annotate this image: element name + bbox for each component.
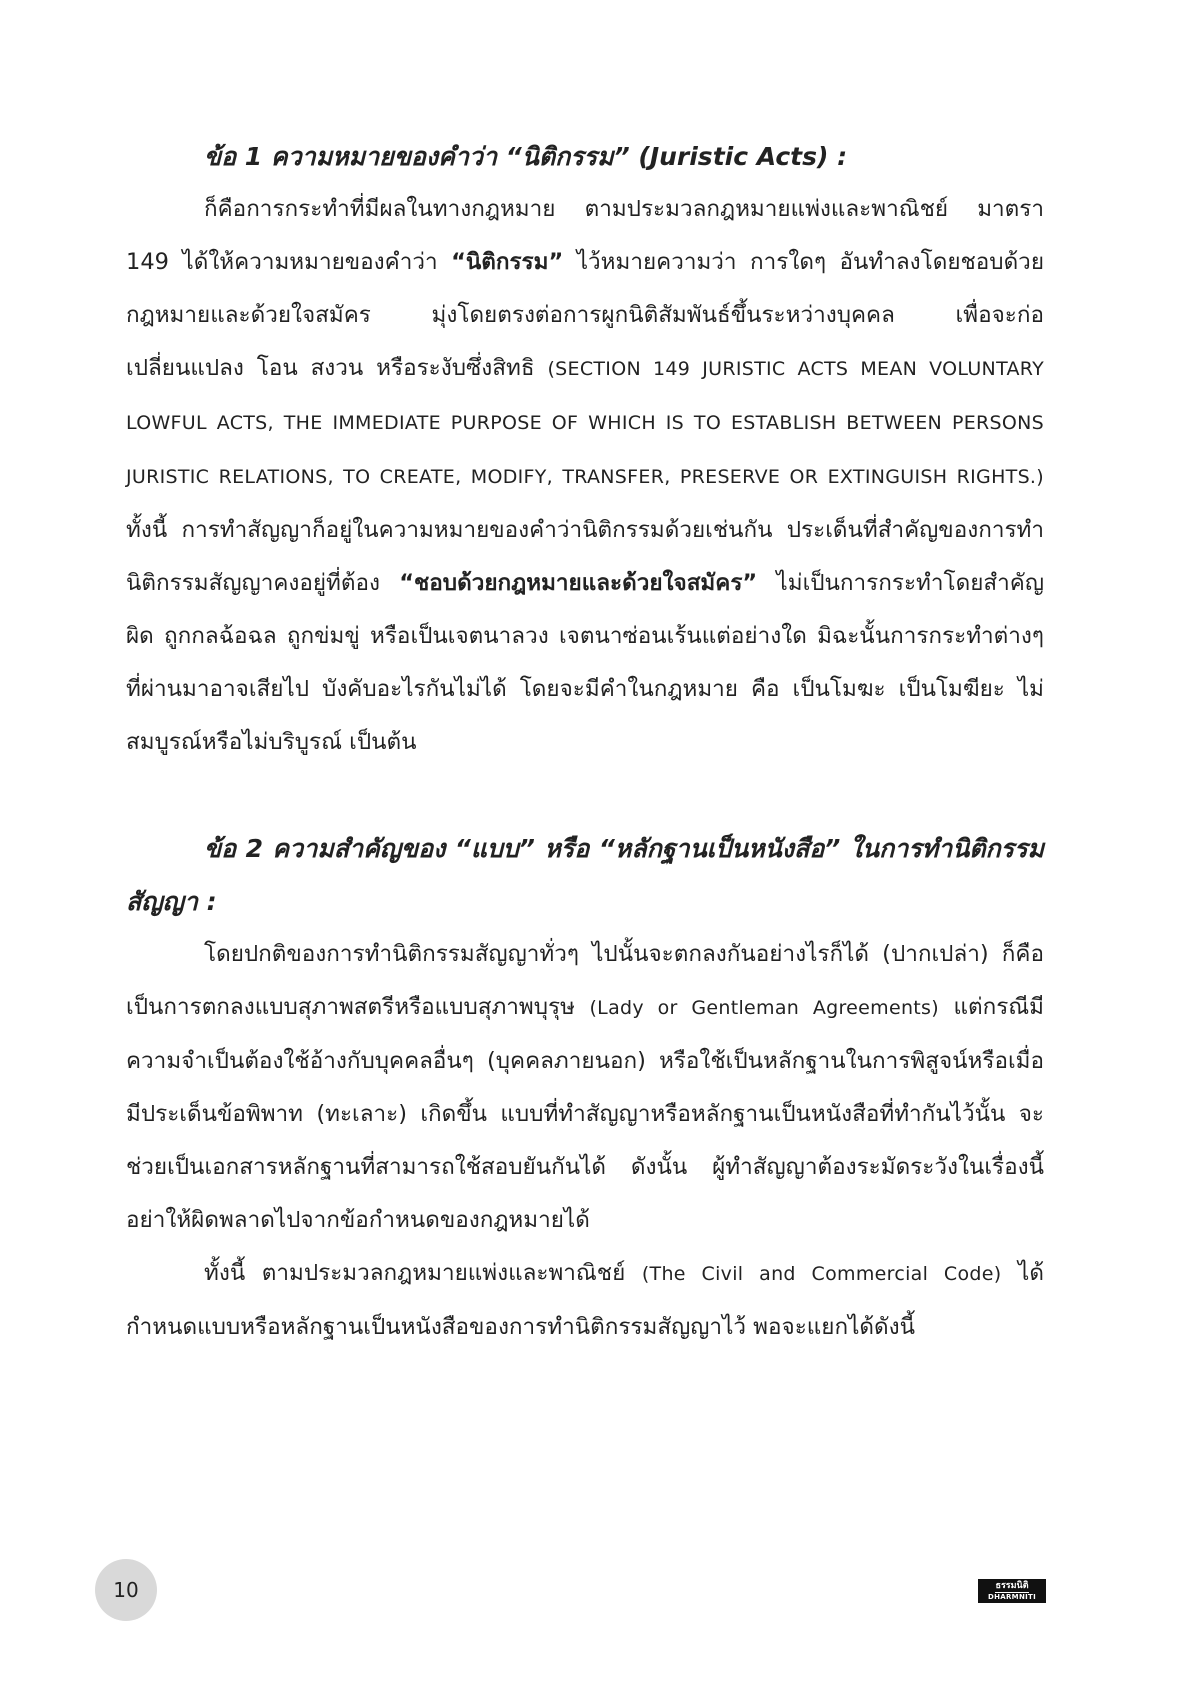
section-149-english-quote: (SECTION 149 JURISTIC ACTS MEAN VOLUNTARY LOWFUL ACTS, THE IMMEDIATE PURPOSE OF WHICH IS TO ESTABLISH BETWEEN PERSONS JURISTIC RELATIONS, TO CREATE, MODIFY, TRANSFER, PRESERVE OR EXTINGUISH RIGHTS.) (126, 358, 1044, 488)
publisher-logo (978, 1579, 1046, 1603)
logo-english-text: DHARMNITI (988, 1592, 1036, 1601)
page-number: 10 (113, 1578, 139, 1602)
agreements-english-term: (Lady or Gentleman Agreements) (589, 997, 939, 1019)
section-1-text-f: ไม่เป็นการกระทำโดยสำคัญผิด ถูกกลฉ้อฉล ถูกข่มขู่ หรือเป็นเจตนาลวง เจตนาซ่อนเร้นแต่อย่างใด มิฉะนั้นการกระทำต่างๆ ที่ผ่านมาอาจเสียไป บังคับอะไรกันไม่ได้ โดยจะมีคำในกฎหมาย คือ เป็นโมฆะ เป็นโมฆียะ ไม่สมบูรณ์หรือไม่บริบูรณ์ เป็นต้น (126, 570, 1044, 755)
section-1-text-a: ก็คือการกระทำที่มีผลในทางกฎหมาย ตามประมวลกฎหมายแพ่งและพาณิชย์ มาตรา 149 ได้ให้ความหมายของคำว่า (126, 196, 1044, 275)
section-spacer (126, 769, 1044, 822)
logo-thai-text: ธรรมนิติ (995, 1580, 1029, 1591)
section-2-paragraph-2 (126, 1247, 1044, 1354)
section-2-heading: ข้อ 2 ความสำคัญของ “แบบ” หรือ “หลักฐานเป็นหนังสือ” ในการทำนิติกรรมสัญญา : (126, 834, 1044, 916)
section-2-paragraph-1 (126, 928, 1044, 1247)
term-nitikam: “นิติกรรม” (451, 249, 564, 275)
term-lawful-voluntary: “ชอบด้วยกฎหมายและด้วยใจสมัคร” (399, 570, 758, 596)
section-1-text-d: ทั้งนี้ การทำสัญญาก็อยู่ในความหมายของคำว่านิติกรรมด้วยเช่นกัน ประเด็นที่สำคัญของการทำนิติกรรมสัญญาคงอยู่ที่ต้อง (126, 517, 1044, 596)
section-1-text-c: ไว้หมายความว่า การใดๆ อันทำลงโดยชอบด้วยกฎหมายและด้วยใจสมัคร มุ่งโดยตรงต่อการผูกนิติสัมพันธ์ขึ้นระหว่างบุคคล เพื่อจะก่อ เปลี่ยนแปลง โอน สงวน หรือระงับซึ่งสิทธิ (126, 249, 1044, 381)
section-2-text-b: แต่กรณีมีความจำเป็นต้องใช้อ้างกับบุคคลอื่นๆ (บุคคลภายนอก) หรือใช้เป็นหลักฐานในการพิสูจน์หรือเมื่อมีประเด็นข้อพิพาท (ทะเลาะ) เกิดขึ้น แบบที่ทำสัญญาหรือหลักฐานเป็นหนังสือที่ทำกันไว้นั้น จะช่วยเป็นเอกสารหลักฐานที่สามารถใช้สอบยันกันได้ ดังนั้น ผู้ทำสัญญาต้องระมัดระวังในเรื่องนี้อย่าให้ผิดพลาดไปจากข้อกำหนดของกฎหมายได้ (126, 994, 1044, 1233)
section-1-paragraph (126, 183, 1044, 769)
page-content (126, 130, 1044, 1354)
section-2-p2-text-a: ทั้งนี้ ตามประมวลกฎหมายแพ่งและพาณิชย์ (204, 1260, 642, 1286)
page-number-badge (95, 1559, 157, 1621)
section-2-p2-text-b: ได้กำหนดแบบหรือหลักฐานเป็นหนังสือของการทำนิติกรรมสัญญาไว้ พอจะแยกได้ดังนี้ (126, 1260, 1044, 1340)
civil-code-english-term: (The Civil and Commercial Code) (641, 1263, 1002, 1285)
section-2-text-a: โดยปกติของการทำนิติกรรมสัญญาทั่วๆ ไปนั้นจะตกลงกันอย่างไรก็ได้ (ปากเปล่า) ก็คือ เป็นการตกลงแบบสุภาพสตรีหรือแบบสุภาพบุรุษ (126, 941, 1044, 1020)
section-1-heading: ข้อ 1 ความหมายของคำว่า “นิติกรรม” (Juristic Acts) : (204, 142, 848, 171)
